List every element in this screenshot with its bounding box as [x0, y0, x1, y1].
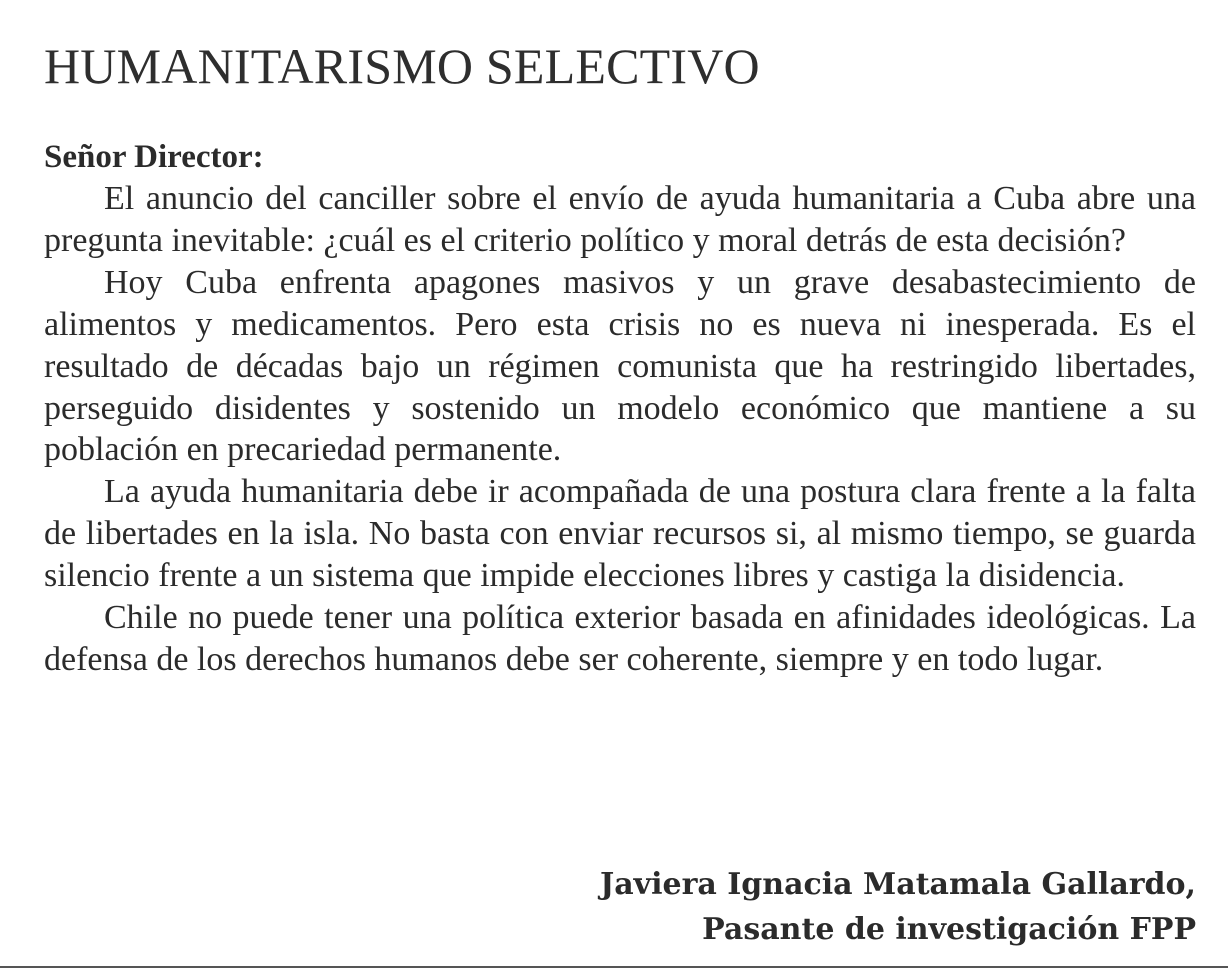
paragraph-2: Hoy Cuba enfrenta apagones masivos y un grave desabastecimiento de alimentos y medicamentos. Pero esta crisis no es nueva ni inesperada. Es el resultado de décadas bajo un régimen comunista que ha restringido libertades, perseguido disidentes y sostenido un modelo económico que mantiene a su población en precariedad permanente. [44, 263, 1196, 469]
letter-body [44, 178, 1196, 681]
signature-name: Javiera Ignacia Matamala Gallardo, [600, 867, 1196, 902]
paragraph-3: La ayuda humanitaria debe ir acompañada de una postura clara frente a la falta de libertades en la isla. No basta con enviar recursos si, al mismo tiempo, se guarda silencio frente a un sistema que impide elecciones libres y castiga la disidencia. [44, 473, 1196, 595]
signature-role: Pasante de investigación FPP [702, 912, 1196, 947]
paragraph-4: Chile no puede tener una política exterior basada en afinidades ideológicas. La defensa de los derechos humanos debe ser coherente, siempre y en todo lugar. [44, 599, 1196, 678]
salutation: Señor Director: [44, 139, 264, 175]
bottom-divider [0, 966, 1228, 968]
letter-title: HUMANITARISMO SELECTIVO [44, 38, 760, 94]
signature-block [600, 862, 1196, 952]
paragraph-1: El anuncio del canciller sobre el envío de ayuda humanitaria a Cuba abre una pregunta inevitable: ¿cuál es el criterio político y moral detrás de esta decisión? [44, 180, 1196, 259]
